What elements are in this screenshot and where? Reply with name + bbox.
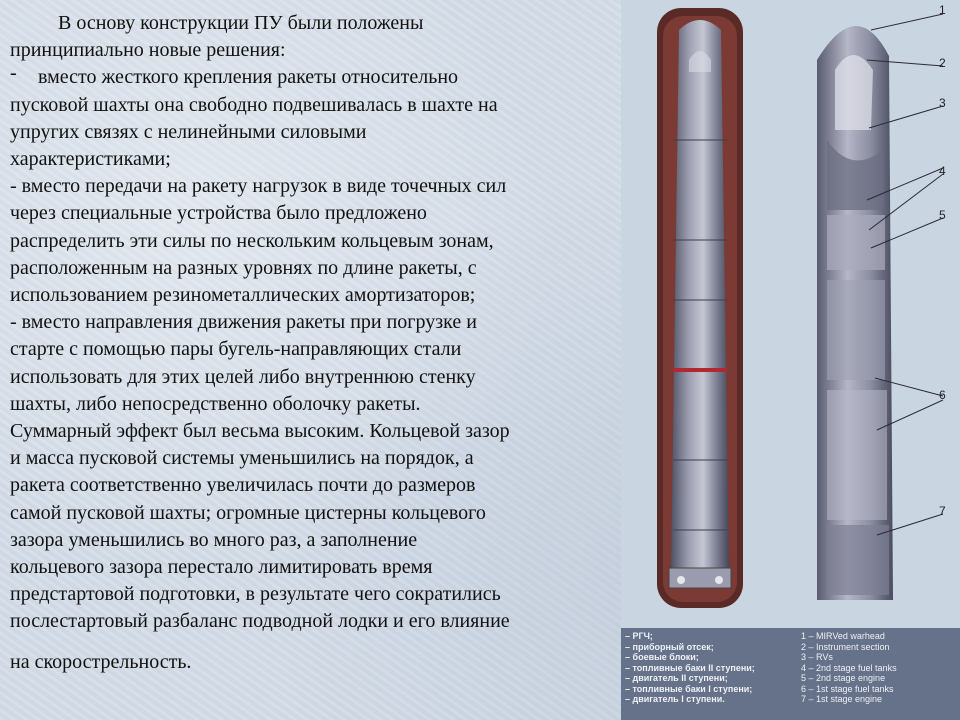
text-line: самой пусковой шахты; огромные цистерны кольцевого [10,501,486,524]
callout-4: 4 [939,164,946,178]
text-line: кольцевого зазора перестало лимитировать время [10,556,433,579]
stage1-engine [827,525,889,595]
text-line: вместо жесткого крепления ракеты относительно [38,66,459,89]
legend-item: 7 – 1st stage engine [801,694,883,704]
legend-item: 5 – 2nd stage engine [801,673,886,683]
stage2-tanks [827,215,885,270]
text-line: - вместо направления движения ракеты при погрузке и [10,311,477,334]
missile-illustration [621,0,960,628]
legend-item: – приборный отсек; [625,641,714,652]
callout-2: 2 [939,56,946,70]
text-line: через специальные устройства было предложено [10,202,427,225]
text-line: расположенным на разных уровнях по длине ракеты, с [10,256,477,279]
silo-cross-section [657,8,743,608]
stage2-engine [827,280,885,380]
bullet-dash: - [10,62,17,85]
mount-bolt [677,576,685,584]
leader-line [871,14,943,30]
callout-7: 7 [939,504,946,518]
text-line: предстартовой подготовки, в результате чего сократились [10,583,501,606]
body-text [10,10,615,676]
text-line: принципиально новые решения: [10,39,286,62]
legend-item: 2 – Instrument section [801,641,890,652]
bullet-line [10,64,615,91]
legend-item: – топливные баки II ступени; [625,662,755,673]
text-line: шахты, либо непосредственно оболочку ракеты. [10,392,421,415]
text-line: В основу конструкции ПУ были положены [58,12,424,34]
text-line: зазора уменьшились во много раз, а заполнение [10,528,418,551]
legend-item: – боевые блоки; [625,652,699,662]
text-line: использованием резинометаллических амортизаторов; [10,284,476,307]
text-line: упругих связях с нелинейными силовыми [10,120,367,143]
legend-russian [625,631,790,705]
callout-5: 5 [939,208,946,222]
text-line: ракета соответственно увеличилась почти до размеров [10,474,476,497]
text-line: распределить эти силы по нескольким кольцевым зонам, [10,229,494,252]
callout-6: 6 [939,388,946,402]
text-line: - вместо передачи на ракету нагрузок в виде точечных сил [10,175,507,198]
legend-item: – РГЧ; [625,631,653,641]
legend-item: – топливные баки I ступени; [625,683,753,694]
text-line: старте с помощью пары бугель-направляющих стали [10,338,462,361]
legend-item: 4 – 2nd stage fuel tanks [801,662,897,673]
missile-cutaway [817,26,893,600]
text-line: на скорострельность. [10,650,192,673]
text-line: пусковой шахты она свободно подвешивалась в шахте на [10,93,498,116]
callout-3: 3 [939,96,946,110]
text-line: использовать для этих целей либо внутреннюю стенку [10,365,476,388]
missile-body [671,20,729,570]
legend-item: 6 – 1st stage fuel tanks [801,683,894,694]
figure-legend [621,628,960,720]
mount-bolt [715,576,723,584]
text-line: Суммарный эффект был весьма высоким. Кольцевой зазор [10,420,510,443]
warhead-section [835,55,873,130]
stage1-tanks [827,390,887,520]
text-line: послестартовый разбаланс подводной лодки и его влияние [10,610,510,633]
text-line: характеристиками; [10,148,171,171]
legend-item: 1 – MIRVed warhead [801,631,885,641]
legend-item: – двигатель I ступени. [625,694,725,704]
legend-english [801,631,956,705]
callout-1: 1 [939,3,946,17]
text-line: и масса пусковой системы уменьшились на порядок, а [10,447,474,470]
legend-item: 3 – RVs [801,652,833,662]
legend-item: – двигатель II ступени; [625,673,728,683]
missile-diagram [621,0,960,720]
